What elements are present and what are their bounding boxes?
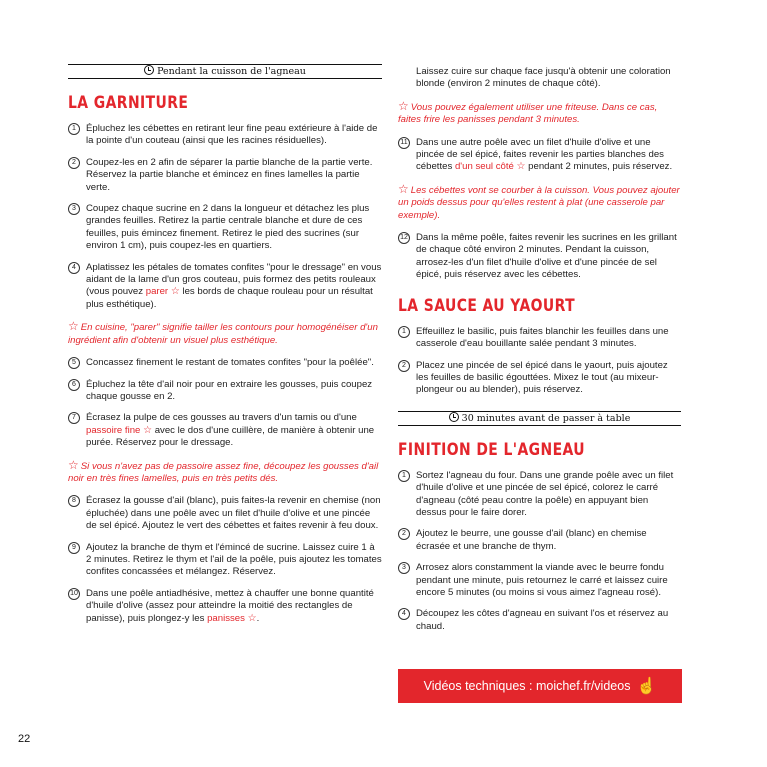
pointing-hand-icon: ☝ xyxy=(636,678,657,695)
step-5: 5 Concassez finement le restant de tomates confites "pour la poêlée". xyxy=(68,357,382,369)
step-7: 7 Écrasez la pulpe de ces gousses au travers d'un tamis ou d'une passoire fine ☆ avec le dos d'une cuillère, de manière à obtenir une purée. Réservez pour le dressage. xyxy=(68,412,382,449)
star-icon: ☆ xyxy=(398,181,409,196)
tip-passoire: ☆ Si vous n'avez pas de passoire assez fine, découpez les gousses d'ail noir en très fines lamelles, puis en très petits dés. xyxy=(68,457,379,484)
step-11: 11 Dans une autre poêle avec un filet d'huile d'olive et une pincée de sel épicé, faites revenir les parties blanches des cébettes d'un seul côté ☆ pendant 2 minutes, puis réservez. xyxy=(398,137,681,174)
star-icon: ☆ xyxy=(398,98,409,113)
glossary-link-panisses[interactable]: panisses xyxy=(207,612,245,624)
left-column xyxy=(68,64,382,634)
page-number: 22 xyxy=(18,733,31,745)
video-link-button[interactable]: Vidéos techniques : moichef.fr/videos ☝ xyxy=(398,669,682,703)
section-heading-finition: FINITION DE L'AGNEAU xyxy=(398,439,586,460)
star-icon: ☆ xyxy=(170,286,180,298)
clock-icon xyxy=(144,65,154,75)
step-4: 4 Aplatissez les pétales de tomates confites "pour le dressage" en vous aidant de la lame d'un gros couteau, puis formez des petits rouleaux (vous pouvez parer ☆ les bords de chaque rouleau pour un résultat plus esthétique). xyxy=(68,262,382,312)
finition-step-4: 4 Découpez les côtes d'agneau en suivant l'os et réservez au chaud. xyxy=(398,608,681,633)
step-1: 1 Épluchez les cébettes en retirant leur fine peau extérieure à l'aide de la pointe d'un couteau (ainsi que les racines résiduelles). xyxy=(68,123,382,148)
step-2: 2 Coupez-les en 2 afin de séparer la partie blanche de la partie verte. Réservez la partie blanche et émincez en fines lamelles la partie verte. xyxy=(68,157,382,194)
step-8: 8 Écrasez la gousse d'ail (blanc), puis faites-la revenir en chemise (non épluchée) dans une poêle avec un filet d'huile d'olive et une pincée de sel épicé. Ajoutez le vert des cébettes et faites revenir à feu doux. xyxy=(68,495,382,532)
timer-banner: Pendant la cuisson de l'agneau xyxy=(68,64,382,79)
section-heading-sauce: LA SAUCE AU YAOURT xyxy=(398,295,576,316)
star-icon: ☆ xyxy=(247,612,257,624)
sauce-step-2: 2 Placez une pincée de sel épicé dans le yaourt, puis ajoutez les feuilles de basilic égouttées. Mixez le tout (au mixeur-plongeur ou au blender), puis réservez. xyxy=(398,360,681,397)
step-6: 6 Épluchez la tête d'ail noir pour en extraire les gousses, puis coupez chaque gousse en 2. xyxy=(68,379,382,404)
timer-banner-2: 30 minutes avant de passer à table xyxy=(398,411,681,426)
step-10-continued: Laissez cuire sur chaque face jusqu'à obtenir une coloration blonde (environ 2 minutes de chaque côté). xyxy=(416,66,671,90)
section-heading-garniture: LA GARNITURE xyxy=(68,93,189,113)
star-icon: ☆ xyxy=(68,457,79,472)
tip-parer: ☆ En cuisine, "parer" signifie tailler les contours pour homogénéiser d'un ingrédient afin d'obtenir un visuel plus esthétique. xyxy=(68,319,378,346)
tip-cebettes: ☆ Les cébettes vont se courber à la cuisson. Vous pouvez ajouter un poids dessus pour qu'elles restent à plat (une casserole par exemple). xyxy=(398,181,680,221)
step-3: 3 Coupez chaque sucrine en 2 dans la longueur et détachez les plus grandes feuilles. Retirez la partie centrale blanche et dure de ces feuilles, puis émincez finement. Retirez le pied des sucrines (sur environ 1 cm), puis coupez-les en quartiers. xyxy=(68,203,382,253)
step-12: 12 Dans la même poêle, faites revenir les sucrines en les grillant de chaque côté environ 2 minutes. Pendant la cuisson, arrosez-les d'un filet d'huile d'olive et d'une pincée de sel épicé, puis réservez avec les cébettes. xyxy=(398,232,681,282)
step-10: 10 Dans une poêle antiadhésive, mettez à chauffer une bonne quantité d'huile d'olive (assez pour atteindre la moitié des rectangles de panisse), puis plongez-y les panisses ☆. xyxy=(68,588,382,625)
tip-friteuse: ☆ Vous pouvez également utiliser une friteuse. Dans ce cas, faites frire les panisses pendant 3 minutes. xyxy=(398,98,658,126)
finition-step-1: 1 Sortez l'agneau du four. Dans une grande poêle avec un filet d'huile d'olive et une pincée de sel épicé, colorez le carré d'agneau (côté peau contre la poêle) en appuyant bien dessus pour le faire dorer. xyxy=(398,470,681,520)
right-column xyxy=(398,66,681,642)
finition-step-3: 3 Arrosez alors constamment la viande avec le beurre fondu pendant une minute, puis retournez le carré et laissez cuire encore 5 minutes (ou moins si vous aimez l'agneau rosé). xyxy=(398,562,681,599)
clock-icon xyxy=(449,412,459,422)
glossary-link-passoire[interactable]: passoire fine xyxy=(86,424,141,436)
finition-step-2: 2 Ajoutez le beurre, une gousse d'ail (blanc) en chemise écrasée et une branche de thym. xyxy=(398,528,681,553)
glossary-link-parer[interactable]: parer xyxy=(145,286,169,298)
glossary-link-seul-cote[interactable]: d'un seul côté xyxy=(454,161,514,173)
star-icon: ☆ xyxy=(68,319,79,334)
step-9: 9 Ajoutez la branche de thym et l'émincé de sucrine. Laissez cuire 1 à 2 minutes. Retirez le thym et l'ail de la poêle, puis ajoutez les tomates confites concassées et mélangez. Réservez. xyxy=(68,542,382,579)
star-icon: ☆ xyxy=(516,161,526,173)
sauce-step-1: 1 Effeuillez le basilic, puis faites blanchir les feuilles dans une casserole d'eau bouillante salée pendant 3 minutes. xyxy=(398,326,681,351)
star-icon: ☆ xyxy=(143,424,153,436)
